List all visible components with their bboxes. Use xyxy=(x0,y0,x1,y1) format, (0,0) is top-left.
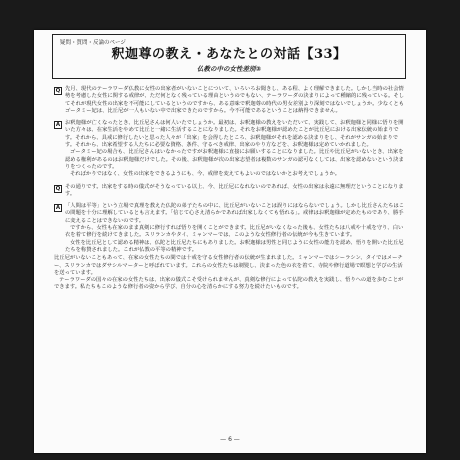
series-label: 疑問・質問・反論のページ xyxy=(60,40,126,46)
qa-section-4 xyxy=(54,203,406,254)
paragraph: そればかりではなく、女性の出家をできるようにも、今、戒律を変えてもよいのではないかとお考えでしょうか。 xyxy=(70,171,341,178)
paragraph: 先月、現代のテーラワーダ仏教に女性の出家者がいないことについて、いろいろお聞きし、ある程、よく理解できました。しかし当時の社会情勢を考慮した女性に関する戒律が、ただ何となく残っている理由というのでもない、テーラワーダの決まりによって種縮的に残っている。そしてそれが現代女性の出家を不可能にしているというのですから、ある意味で釈迦尊の時代の男女差別より深刻ではないでしょうか。少なくともゴータミー妃は、比丘尼が一人もいない中で出家できたのですから。今不可能であるということは納得できません。 xyxy=(65,86,405,114)
header-box xyxy=(52,34,406,79)
section-text xyxy=(65,86,406,115)
answer-mark-icon: A xyxy=(55,122,61,129)
question-mark-icon: Q xyxy=(55,88,61,94)
page-title: 釈迦尊の教え・あなたとの対話【33】 xyxy=(111,47,347,62)
document-page xyxy=(34,30,426,453)
paragraph: お釈迦様が亡くなったとき、比丘尼さんは何人いたでしょうか。最初は、お釈迦様の教えをいただいて、実践して、お釈迦様と同様に悟りを開いた方々は、在家生活をやめて比丘と一緒に生活することになりました。それをお釈迦様が認めたことが比丘尼における出家伝統の始まりです。それから、具戒に修行したいと思った人々が「出家」を会得したところ、お釈迦様がそれを認める決まりをし、それがサンガの始まりです。それから、出家希望する人たちに必要な資格、条件、守るべき戒律、出家のやり方などを、お釈迦様は定めていかれました。 xyxy=(65,120,404,149)
page-subtitle: 仏教の中の女性差別③ xyxy=(196,65,261,73)
continuation-section xyxy=(54,255,406,291)
section-text xyxy=(54,255,406,291)
page-number: — 6 — xyxy=(220,436,240,443)
paragraph: テーラワーダの国々の在家の女性たちは、出家の儀式こそ受けられませんが、真剣な修行によって仏陀の教えを実践し、悟りへの道を歩むことができます。私たちもこのような修行者の姿から学び、自分の心を清らかにする努力を続けたいものです。 xyxy=(54,277,404,291)
answer-mark-icon: A xyxy=(55,205,61,212)
section-text xyxy=(65,120,406,178)
paragraph: 「人間は平等」という立場で真理を教えた仏陀の弟子たちの中に、比丘尼がいないことは誤りにはならないでしょう。しかし比丘さんたちはこの問題を十分に理解しているとも言えます。「信じて心さえ清らかであれば出家しなくても悟れる」。戒律はお釈迦様が定めたものであり、勝手に変えることはできないのです。 xyxy=(65,203,405,224)
question-mark-icon: Q xyxy=(55,185,61,192)
paragraph: 女性を比丘尼として認める精神は、仏陀と比丘尼たちにもありました。お釈迦様は男性と同じように女性の能力を認め、悟りを開いた比丘尼たちを称賛されました。これが仏教の平等の精神です。 xyxy=(65,239,404,253)
paragraph: ゴータミー妃の場合も、比丘尼さんはいなかったですがお釈迦様に直接にお願いすることになりました。比丘や比丘尼がいないとき、出家を認める権利があるのはお釈迦様だけでした。その後、お釈迦様が次の出家志望者は複数のサンガの認可なくしては、出家を認めないという決まりをつくったのです。 xyxy=(65,149,404,170)
section-text xyxy=(65,203,406,254)
qa-section-2 xyxy=(54,120,406,178)
qa-section-3 xyxy=(54,184,406,199)
section-text xyxy=(65,184,406,199)
paragraph: その通りです。出家をする時の儀式がそうなっている以上、今、比丘尼になれないのであれば、女性の出家は永遠に無理だということになります。 xyxy=(65,183,404,197)
paragraph: ですから、女性も在家のまま真剣に修行すれば悟りを開くことができます。比丘尼がいなくなった後も、女性たちは八戒や十戒を守り、白い衣を着て修行を続けてきました。スリランカやタイ、ミャンマーでは、このような女性修行者の伝統が今も生きています。 xyxy=(65,225,404,239)
article-body xyxy=(54,86,406,293)
paragraph: 比丘尼がいないこともあって、在家の女性たちの間では十戒を守る女性修行者の伝統が生まれました。ミャンマーではシーラシン、タイではメーチー、スリランカではダサシルマーターと呼ばれています。これらの女性たちは剃髪し、決まった色の衣を着て、寺院や修行道場で瞑想と学びの生活を送っています。 xyxy=(54,255,403,276)
qa-section-1 xyxy=(54,86,406,115)
